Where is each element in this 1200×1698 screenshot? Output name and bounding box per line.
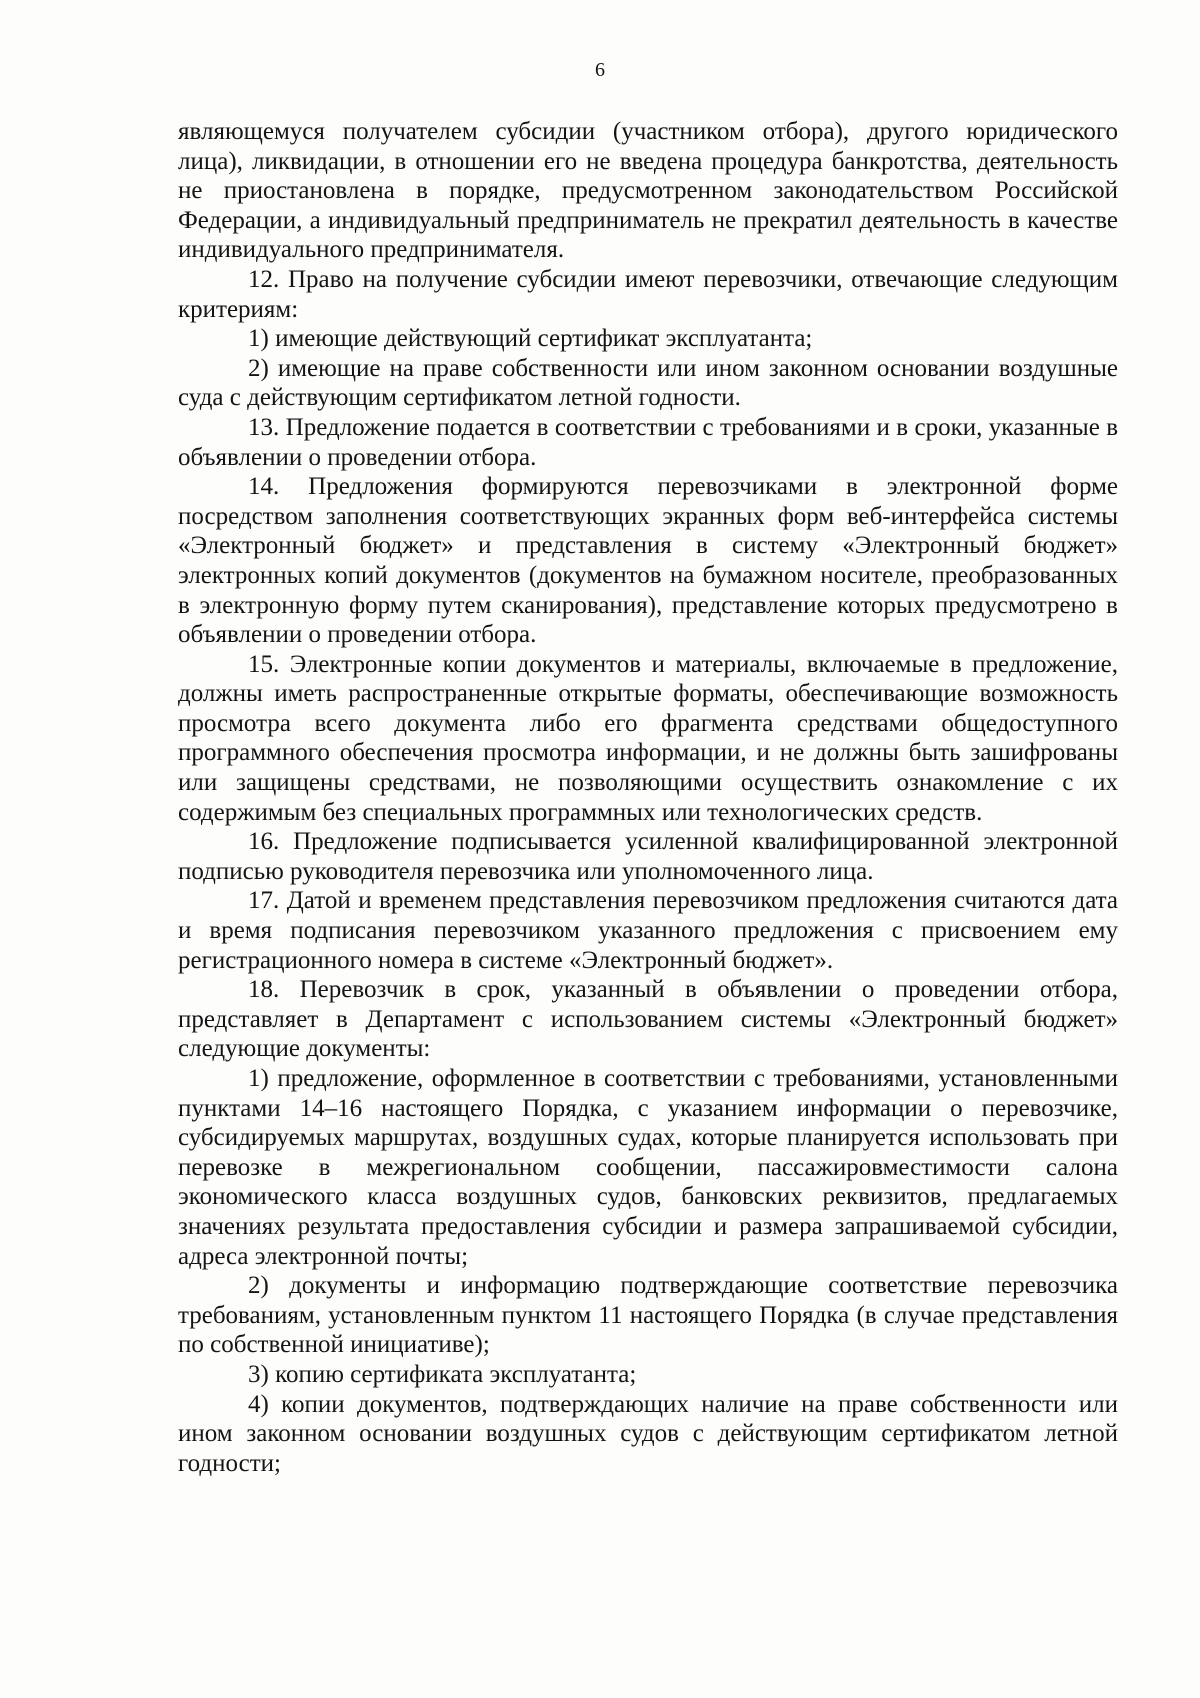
paragraph-continuation: являющемуся получателем субсидии (участником отбора), другого юридического лица), ликвидации, в отношении его не введена процедура банкротства, деятельность не приостановлена в порядке, предусмотренном законодательством Российской Федерации, а индивидуальный предприниматель не прекратил деятельность в качестве индивидуального предпринимателя.	[178, 118, 1118, 264]
paragraph-item-18: 18. Перевозчик в срок, указанный в объявлении о проведении отбора, представляет в Департамент с использованием системы «Электронный бюджет» следующие документы:	[178, 976, 1118, 1063]
paragraph-item-18-1: 1) предложение, оформленное в соответствии с требованиями, установленными пунктами 14–16 настоящего Порядка, с указанием информации о перевозчике, субсидируемых маршрутах, воздушных судах, которые планируется использовать при перевозке в межрегиональном сообщении, пассажировместимости салона экономического класса воздушных судов, банковских реквизитов, предлагаемых значениях результата предоставления субсидии и размера запрашиваемой субсидии, адреса электронной почты;	[178, 1065, 1118, 1270]
paragraph-item-12-2: 2) имеющие на праве собственности или ином законном основании воздушные суда с действующим сертификатом летной годности.	[178, 354, 1118, 412]
paragraph-item-18-2: 2) документы и информацию подтверждающие соответствие перевозчика требованиям, установленным пунктом 11 настоящего Порядка (в случае представления по собственной инициативе);	[178, 1272, 1118, 1359]
paragraph-item-12-1: 1) имеющие действующий сертификат эксплуатанта;	[248, 325, 813, 353]
paragraph-item-17: 17. Датой и временем представления перевозчиком предложения считаются дата и время подписания перевозчиком указанного предложения с присвоением ему регистрационного номера в системе «Электронный бюджет».	[178, 887, 1118, 974]
document-body	[178, 117, 1118, 1478]
paragraph-item-15: 15. Электронные копии документов и материалы, включаемые в предложение, должны иметь распространенные открытые форматы, обеспечивающие возможность просмотра всего документа либо его фрагмента средствами общедоступного программного обеспечения просмотра информации, и не должны быть зашифрованы или защищены средствами, не позволяющими осуществить ознакомление с их содержимым без специальных программных или технологических средств.	[178, 650, 1118, 826]
paragraph-item-13: 13. Предложение подается в соответствии с требованиями и в сроки, указанные в объявлении о проведении отбора.	[178, 413, 1118, 471]
paragraph-item-18-4: 4) копии документов, подтверждающих наличие на праве собственности или ином законном основании воздушных судов с действующим сертификатом летной годности;	[178, 1390, 1118, 1477]
paragraph-item-18-3: 3) копию сертификата эксплуатанта;	[248, 1360, 637, 1388]
paragraph-item-14: 14. Предложения формируются перевозчиками в электронной форме посредством заполнения соответствующих экранных форм веб-интерфейса системы «Электронный бюджет» и представления в систему «Электронный бюджет» электронных копий документов (документов на бумажном носителе, преобразованных в электронную форму путем сканирования), представление которых предусмотрено в объявлении о проведении отбора.	[178, 473, 1118, 649]
paragraph-item-12: 12. Право на получение субсидии имеют перевозчики, отвечающие следующим критериям:	[178, 265, 1118, 323]
paragraph-item-16: 16. Предложение подписывается усиленной квалифицированной электронной подписью руководителя перевозчика или уполномоченного лица.	[178, 828, 1118, 885]
page-number: 6	[595, 59, 605, 81]
